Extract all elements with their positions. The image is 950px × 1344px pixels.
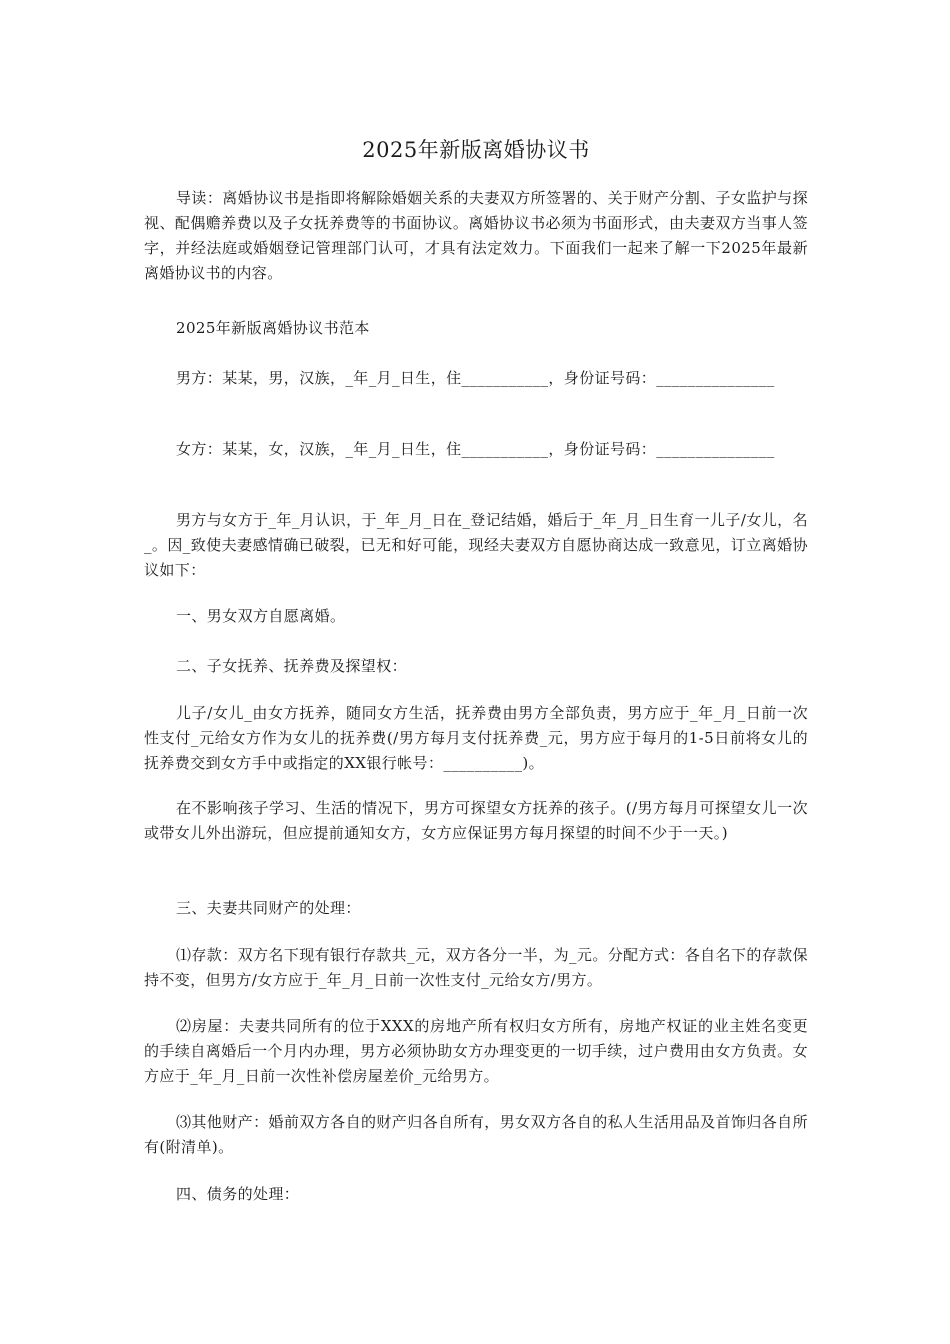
- clause-3-heading: 三、夫妻共同财产的处理：: [176, 899, 361, 917]
- sample-heading: 2025年新版离婚协议书范本: [176, 319, 370, 337]
- child-custody-paragraph: 儿子/女儿_由女方抚养，随同女方生活，抚养费由男方全部负责，男方应于_年_月_日前一次性支付_元给女方作为女儿的抚养费(/男方每月支付抚养费_元，男方应于每月的1-5日前将女儿的抚养费交到女方手中或指定的XX银行帐号：__________)。: [144, 704, 808, 772]
- visitation-paragraph: 在不影响孩子学习、生活的情况下，男方可探望女方抚养的孩子。(/男方每月可探望女儿一次或带女儿外出游玩，但应提前通知女方，女方应保证男方每月探望的时间不少于一天。): [144, 799, 808, 842]
- marriage-background: 男方与女方于_年_月认识，于_年_月_日在_登记结婚，婚后于_年_月_日生育一儿子/女儿，名_。因_致使夫妻感情确已破裂，已无和好可能，现经夫妻双方自愿协商达成一致意见，订立离婚协议如下：: [144, 511, 808, 579]
- clause-1: 一、男女双方自愿离婚。: [176, 607, 346, 625]
- intro-paragraph: 导读：离婚协议书是指即将解除婚姻关系的夫妻双方所签署的、关于财产分割、子女监护与探视、配偶赡养费以及子女抚养费等的书面协议。离婚协议书必须为书面形式，由夫妻双方当事人签字，并经法庭或婚姻登记管理部门认可，才具有法定效力。下面我们一起来了解一下2025年最新离婚协议书的内容。: [144, 189, 808, 282]
- document-title: 2025年新版离婚协议书: [362, 138, 590, 162]
- other-property-paragraph: ⑶其他财产：婚前双方各自的财产归各自所有，男女双方各自的私人生活用品及首饰归各自所有(附清单)。: [144, 1113, 808, 1156]
- deposit-paragraph: ⑴存款：双方名下现有银行存款共_元，双方各分一半，为_元。分配方式：各自名下的存款保持不变，但男方/女方应于_年_月_日前一次性支付_元给女方/男方。: [144, 946, 808, 989]
- female-party-info: 女方：某某，女，汉族，_年_月_日生，住___________，身份证号码：_______________: [176, 440, 775, 458]
- male-party-info: 男方：某某，男，汉族，_年_月_日生，住___________，身份证号码：_______________: [176, 369, 775, 387]
- house-paragraph: ⑵房屋：夫妻共同所有的位于XXX的房地产所有权归女方所有，房地产权证的业主姓名变更的手续自离婚后一个月内办理，男方必须协助女方办理变更的一切手续，过户费用由女方负责。女方应于_年_月_日前一次性补偿房屋差价_元给男方。: [144, 1017, 808, 1085]
- clause-2-heading: 二、子女抚养、抚养费及探望权：: [176, 657, 408, 675]
- clause-4-heading: 四、债务的处理：: [176, 1185, 300, 1203]
